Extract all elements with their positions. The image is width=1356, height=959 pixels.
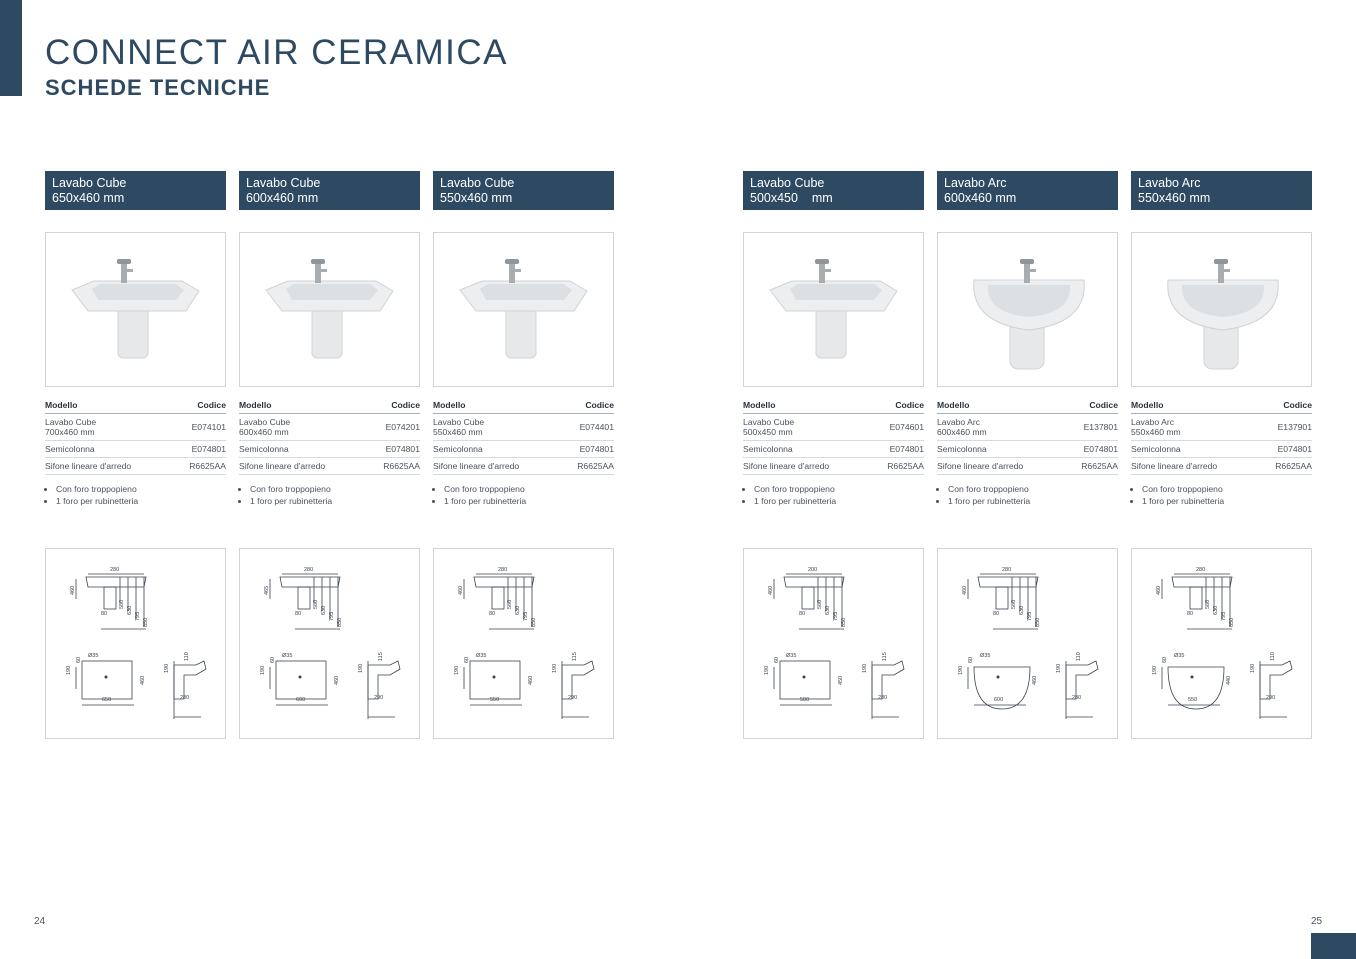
product-photo [239, 232, 420, 387]
dimension-side-height: 190 [164, 663, 170, 673]
page-subtitle: SCHEDE TECNICHE [45, 75, 271, 100]
dimension-drawing [744, 549, 925, 740]
list-item: • 1 foro per rubinetteria [1142, 496, 1312, 508]
dimension-side-top: 110 [1270, 652, 1276, 661]
dimension-depth: 460 [528, 675, 534, 685]
dimension-580: 580 [119, 599, 125, 609]
technical-drawing [1131, 548, 1312, 739]
dimension-width-top: 280 [498, 567, 508, 573]
accent-bar-top-left [0, 0, 22, 96]
dimension-850: 850 [143, 617, 149, 627]
dimension-width-top: 200 [808, 567, 818, 573]
dimension-width: 600 [296, 697, 306, 703]
dimension-depth: 450 [838, 675, 844, 685]
list-item: • 1 foro per rubinetteria [754, 496, 924, 508]
row-model: Semicolonna [1131, 444, 1181, 454]
row-code: E074801 [579, 444, 614, 454]
spec-table [45, 400, 226, 475]
product-photo [45, 232, 226, 387]
table-row [45, 441, 226, 458]
row-model: Sifone lineare d'arredo [1131, 461, 1218, 471]
product-name: Lavabo Cube [440, 176, 515, 190]
table-row [937, 441, 1118, 458]
dimension-height: 460 [1156, 585, 1162, 595]
product-header [433, 171, 614, 210]
washbasin-illustration [744, 233, 925, 388]
spec-table-header [45, 400, 226, 414]
table-row [433, 414, 614, 441]
row-code: E074801 [1083, 444, 1118, 454]
technical-drawing [239, 548, 420, 739]
dimension-60: 60 [464, 656, 470, 663]
dimension-850: 850 [1229, 617, 1235, 627]
row-code: E074601 [889, 422, 924, 432]
row-code: E137801 [1083, 422, 1118, 432]
dimension-630: 630 [127, 605, 133, 615]
product-card [743, 171, 924, 507]
dimension-height: 460 [70, 585, 76, 595]
feature-list [45, 484, 226, 507]
column-header-model: Modello [937, 400, 970, 410]
row-model: Sifone lineare d'arredo [743, 461, 830, 471]
dimension-side-height: 190 [358, 663, 364, 673]
row-model: Lavabo Arc 600x460 mm [937, 417, 987, 437]
dimension-drawing [434, 549, 615, 740]
product-card [937, 171, 1118, 507]
column-header-code: Codice [895, 400, 924, 410]
dimension-width: 650 [102, 697, 112, 703]
dimension-hole: Ø35 [980, 653, 991, 659]
column-header-model: Modello [45, 400, 78, 410]
table-row [1131, 458, 1312, 475]
dimension-height: 460 [458, 585, 464, 595]
row-model: Lavabo Cube 550x460 mm [433, 417, 485, 437]
row-model: Lavabo Cube 600x460 mm [239, 417, 291, 437]
row-model: Semicolonna [937, 444, 987, 454]
product-header [743, 171, 924, 210]
column-header-model: Modello [239, 400, 272, 410]
dimension-850: 850 [531, 617, 537, 627]
row-model: Semicolonna [743, 444, 793, 454]
dimension-795: 795 [1221, 611, 1227, 621]
product-size: 550x460 mm [1138, 191, 1211, 205]
dimension-side-height: 190 [552, 663, 558, 673]
dimension-base: 80 [295, 611, 302, 617]
spec-table-header [239, 400, 420, 414]
dimension-side-width: 280 [1072, 695, 1082, 701]
row-model: Semicolonna [433, 444, 483, 454]
product-name: Lavabo Cube [52, 176, 127, 190]
dimension-850: 850 [841, 617, 847, 627]
dimension-drawing [240, 549, 421, 740]
washbasin-illustration [1132, 233, 1313, 388]
product-size: 500x450 mm [750, 191, 833, 205]
row-model: Sifone lineare d'arredo [45, 461, 132, 471]
spec-table [433, 400, 614, 475]
row-model: Semicolonna [239, 444, 289, 454]
dimension-depth: 440 [1226, 675, 1232, 685]
dimension-width: 500 [800, 697, 810, 703]
spec-table [1131, 400, 1312, 475]
dimension-190: 190 [1152, 665, 1158, 675]
product-header [937, 171, 1118, 210]
dimension-side-width: 290 [568, 695, 578, 701]
page-number-right: 25 [1311, 916, 1323, 927]
dimension-base: 80 [1187, 611, 1194, 617]
product-card [45, 171, 226, 507]
row-model: Semicolonna [45, 444, 95, 454]
product-card [1131, 171, 1312, 507]
dimension-hole: Ø35 [1174, 653, 1185, 659]
table-row [239, 458, 420, 475]
feature-list [239, 484, 420, 507]
dimension-190: 190 [454, 665, 460, 675]
dimension-630: 630 [825, 605, 831, 615]
washbasin-illustration [46, 233, 227, 388]
dimension-depth: 460 [140, 675, 146, 685]
dimension-side-top: 115 [882, 652, 888, 661]
product-name: Lavabo Arc [1138, 176, 1201, 190]
page-number-left: 24 [34, 916, 46, 927]
feature-list [937, 484, 1118, 507]
washbasin-illustration [938, 233, 1119, 388]
dimension-depth: 460 [1032, 675, 1038, 685]
dimension-width: 550 [490, 697, 500, 703]
dimension-side-width: 280 [878, 695, 888, 701]
row-code: R6625AA [577, 461, 614, 471]
accent-bar-bottom-right [1311, 933, 1356, 959]
row-model: Lavabo Cube 700x460 mm [45, 417, 97, 437]
dimension-width-top: 280 [1002, 567, 1012, 573]
dimension-795: 795 [833, 611, 839, 621]
row-code: R6625AA [189, 461, 226, 471]
row-model: Lavabo Arc 550x460 mm [1131, 417, 1181, 437]
list-item: • Con foro troppopieno [250, 484, 420, 496]
column-header-code: Codice [585, 400, 614, 410]
product-name: Lavabo Arc [944, 176, 1007, 190]
row-code: E074801 [889, 444, 924, 454]
column-header-model: Modello [1131, 400, 1164, 410]
dimension-190: 190 [66, 665, 72, 675]
table-row [433, 458, 614, 475]
product-header [1131, 171, 1312, 210]
product-size: 600x460 mm [944, 191, 1017, 205]
dimension-height: 460 [962, 585, 968, 595]
product-size: 550x460 mm [440, 191, 513, 205]
dimension-side-height: 190 [1250, 663, 1256, 673]
feature-list [1131, 484, 1312, 507]
dimension-width-top: 280 [304, 567, 314, 573]
row-code: E074801 [1277, 444, 1312, 454]
list-item: • Con foro troppopieno [1142, 484, 1312, 496]
row-code: R6625AA [1081, 461, 1118, 471]
row-model: Sifone lineare d'arredo [239, 461, 326, 471]
page-title: CONNECT AIR CERAMICA [45, 33, 509, 72]
dimension-630: 630 [515, 605, 521, 615]
technical-drawing [45, 548, 226, 739]
dimension-hole: Ø35 [476, 653, 487, 659]
table-row [937, 414, 1118, 441]
dimension-depth: 460 [334, 675, 340, 685]
row-code: E074101 [191, 422, 226, 432]
row-code: R6625AA [383, 461, 420, 471]
technical-drawing [743, 548, 924, 739]
dimension-60: 60 [968, 656, 974, 663]
dimension-side-width: 290 [1266, 695, 1276, 701]
dimension-side-width: 290 [374, 695, 384, 701]
column-header-code: Codice [197, 400, 226, 410]
row-model: Sifone lineare d'arredo [433, 461, 520, 471]
product-photo [743, 232, 924, 387]
dimension-850: 850 [1035, 617, 1041, 627]
row-code: E074401 [579, 422, 614, 432]
product-photo [937, 232, 1118, 387]
spec-table-header [743, 400, 924, 414]
dimension-height: 465 [264, 585, 270, 595]
technical-drawing [937, 548, 1118, 739]
dimension-190: 190 [260, 665, 266, 675]
product-name: Lavabo Cube [750, 176, 825, 190]
dimension-60: 60 [1162, 656, 1168, 663]
list-item: • Con foro troppopieno [948, 484, 1118, 496]
dimension-190: 190 [764, 665, 770, 675]
product-header [45, 171, 226, 210]
row-model: Lavabo Cube 500x450 mm [743, 417, 795, 437]
washbasin-illustration [434, 233, 615, 388]
dimension-side-top: 115 [378, 652, 384, 661]
list-item: • 1 foro per rubinetteria [56, 496, 226, 508]
column-header-model: Modello [433, 400, 466, 410]
spec-table [743, 400, 924, 475]
list-item: • Con foro troppopieno [754, 484, 924, 496]
dimension-hole: Ø35 [786, 653, 797, 659]
table-row [743, 441, 924, 458]
dimension-width-top: 280 [110, 567, 120, 573]
dimension-630: 630 [1019, 605, 1025, 615]
dimension-190: 190 [958, 665, 964, 675]
row-code: R6625AA [1275, 461, 1312, 471]
dimension-795: 795 [1027, 611, 1033, 621]
dimension-drawing [938, 549, 1119, 740]
dimension-795: 795 [135, 611, 141, 621]
product-card [433, 171, 614, 507]
product-header [239, 171, 420, 210]
dimension-60: 60 [76, 656, 82, 663]
dimension-795: 795 [329, 611, 335, 621]
dimension-width: 550 [1188, 697, 1198, 703]
dimension-base: 80 [101, 611, 108, 617]
dimension-side-top: 115 [572, 652, 578, 661]
dimension-hole: Ø35 [88, 653, 99, 659]
dimension-60: 60 [774, 656, 780, 663]
dimension-795: 795 [523, 611, 529, 621]
product-card [239, 171, 420, 507]
dimension-height: 460 [768, 585, 774, 595]
table-row [743, 414, 924, 441]
product-size: 650x460 mm [52, 191, 125, 205]
spec-table-header [433, 400, 614, 414]
spec-table-header [937, 400, 1118, 414]
list-item: • Con foro troppopieno [56, 484, 226, 496]
dimension-side-height: 190 [1056, 663, 1062, 673]
list-item: • 1 foro per rubinetteria [444, 496, 614, 508]
dimension-580: 580 [507, 599, 513, 609]
table-row [937, 458, 1118, 475]
product-photo [433, 232, 614, 387]
dimension-base: 80 [489, 611, 496, 617]
dimension-side-height: 190 [862, 663, 868, 673]
technical-drawing [433, 548, 614, 739]
column-header-code: Codice [1283, 400, 1312, 410]
column-header-model: Modello [743, 400, 776, 410]
dimension-side-top: 110 [1076, 652, 1082, 661]
list-item: • Con foro troppopieno [444, 484, 614, 496]
table-row [239, 414, 420, 441]
row-model: Sifone lineare d'arredo [937, 461, 1024, 471]
table-row [45, 414, 226, 441]
spec-table [937, 400, 1118, 475]
dimension-580: 580 [1011, 599, 1017, 609]
table-row [239, 441, 420, 458]
table-row [45, 458, 226, 475]
feature-list [433, 484, 614, 507]
table-row [433, 441, 614, 458]
product-name: Lavabo Cube [246, 176, 321, 190]
product-size: 600x460 mm [246, 191, 319, 205]
row-code: E137901 [1277, 422, 1312, 432]
dimension-side-width: 280 [180, 695, 190, 701]
dimension-drawing [1132, 549, 1313, 740]
dimension-width-top: 280 [1196, 567, 1206, 573]
dimension-60: 60 [270, 656, 276, 663]
dimension-hole: Ø35 [282, 653, 293, 659]
product-photo [1131, 232, 1312, 387]
dimension-side-top: 110 [184, 652, 190, 661]
row-code: E074201 [385, 422, 420, 432]
table-row [1131, 441, 1312, 458]
list-item: • 1 foro per rubinetteria [250, 496, 420, 508]
row-code: E074801 [191, 444, 226, 454]
dimension-drawing [46, 549, 227, 740]
table-row [1131, 414, 1312, 441]
column-header-code: Codice [391, 400, 420, 410]
dimension-580: 580 [313, 599, 319, 609]
dimension-630: 630 [321, 605, 327, 615]
spec-table-header [1131, 400, 1312, 414]
row-code: R6625AA [887, 461, 924, 471]
column-header-code: Codice [1089, 400, 1118, 410]
washbasin-illustration [240, 233, 421, 388]
dimension-580: 580 [1205, 599, 1211, 609]
dimension-580: 580 [817, 599, 823, 609]
feature-list [743, 484, 924, 507]
list-item: • 1 foro per rubinetteria [948, 496, 1118, 508]
spec-table [239, 400, 420, 475]
dimension-base: 80 [799, 611, 806, 617]
table-row [743, 458, 924, 475]
dimension-850: 850 [337, 617, 343, 627]
dimension-630: 630 [1213, 605, 1219, 615]
dimension-width: 600 [994, 697, 1004, 703]
dimension-base: 80 [993, 611, 1000, 617]
row-code: E074801 [385, 444, 420, 454]
